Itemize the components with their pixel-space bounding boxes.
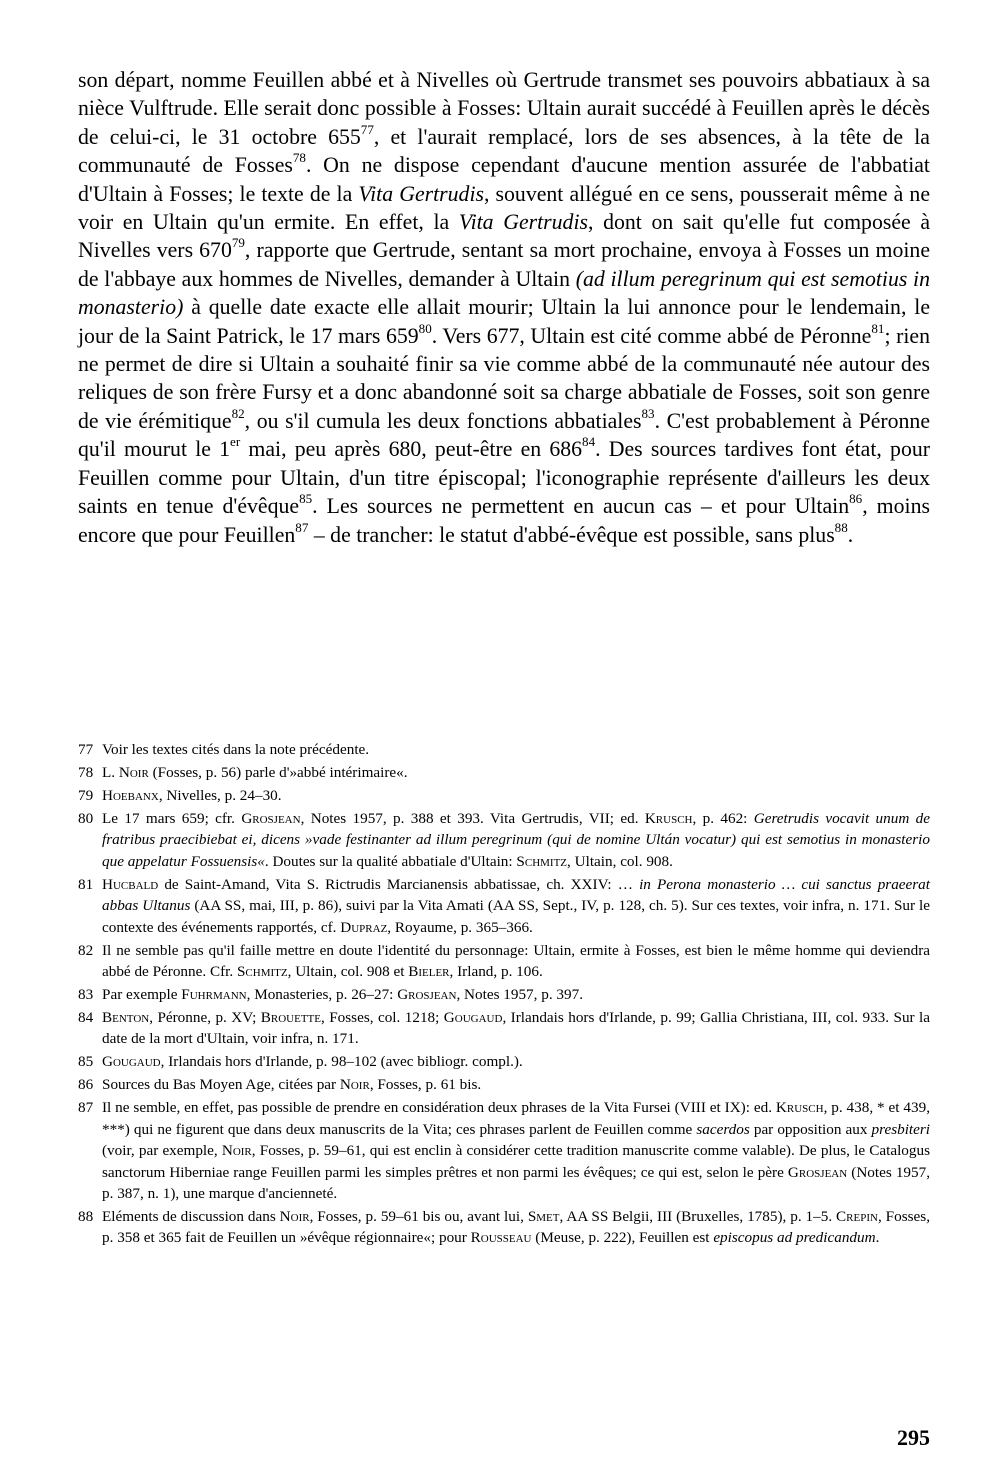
author-name: Hoebanx [102, 787, 159, 804]
main-body [78, 66, 930, 549]
footnote-number: 78 [78, 764, 94, 781]
author-name: Crepin [836, 1208, 878, 1226]
footnote-78 [78, 762, 930, 783]
footnote-81 [78, 874, 930, 938]
footnote-ref[interactable]: 87 [295, 519, 309, 535]
footnote-text: Gougaud, Irlandais hors d'Irlande, p. 98–102 (avec bibliogr. compl.). [102, 1053, 523, 1071]
footnote-83 [78, 984, 930, 1005]
text-run: mai, peu après 680, peut-être en 686 [240, 437, 583, 462]
footnote-ref[interactable]: 85 [299, 491, 313, 507]
author-name: Schmitz [516, 852, 568, 870]
latin-term: presbiteri [871, 1120, 931, 1138]
author-name: Brouette [260, 1009, 321, 1027]
footnote-ref[interactable]: 78 [292, 150, 306, 166]
footnote-number: 79 [78, 787, 94, 804]
footnote-number: 82 [78, 941, 94, 959]
footnote-ref[interactable]: 86 [849, 491, 863, 507]
author-name: Krusch [644, 810, 693, 827]
footnote-ref[interactable]: 81 [871, 320, 885, 336]
author-name: Noir [279, 1208, 310, 1226]
footnote-text: Benton, Péronne, p. XV; Brouette, Fosses, col. 1218; Gougaud, Irlandais hors d'Irlande, p. 99; Gallia Christiana, III, col. 933. Sur la date de la mort d'Ultain, voir infra, n. 171. [102, 1009, 931, 1048]
footnote-text: Voir les textes cités dans la note précédente. [102, 741, 370, 758]
footnote-number: 88 [78, 1208, 94, 1226]
text-run: . Vers 677, Ultain est cité comme abbé de Péronne [431, 323, 872, 348]
footnote-84 [78, 1007, 930, 1050]
text-run: , ou s'il cumula les deux fonctions abbatiales [244, 408, 642, 433]
text-run: . C'est probablement à Péronne qu'il mourut le 1 [78, 408, 930, 462]
text-run: ; rien ne permet de dire si Ultain a souhaité finir sa vie comme abbé de la communauté née autour des reliques de son frère Fursy et a donc abandonné soit sa charge abbatiale de Fosses, soit son genre de vie érémitique [78, 323, 930, 433]
footnote-number: 80 [78, 810, 94, 827]
text-run: à quelle date exacte elle allait mourir; Ultain la lui annonce pour le lendemain, le jour de la Saint Patrick, le 17 mars 659 [78, 295, 930, 348]
author-name: Schmitz [236, 963, 288, 981]
footnote-87 [78, 1097, 930, 1204]
footnote-ref[interactable]: 82 [231, 406, 245, 422]
text-run: , moins encore que pour Feuillen [78, 494, 930, 547]
footnote-80 [78, 808, 930, 872]
footnote-text: Il ne semble, en effet, pas possible de prendre en considération deux phrases de la Vita Fursei (VIII et IX): ed. Krusch, p. 438, * et 439, ***) qui ne figurent que dans deux manuscrits de la Vita; ces phrases parlent de Feuillen comme sacerdos par opposition aux presbiteri (voir, par exemple, Noir, Fosses, p. 59–61, qui est enclin à considérer cette tradition manuscrite comme valable). De plus, le Catalogus sanctorum Hiberniae range Feuillen parmi les simples prêtres et non parmi les évêques; ce qui est, selon le père Grosjean (Notes 1957, p. 387, n. 1), une marque d'ancienneté. [102, 1099, 931, 1203]
author-name: Grosjean [787, 1163, 848, 1181]
footnote-ref[interactable]: 84 [582, 434, 596, 450]
author-name: Smet [527, 1208, 560, 1226]
text-run: , et l'aurait remplacé, lors de ses absences, à la tête de la communauté de Fosses [78, 124, 930, 178]
text-run: . On ne dispose cependant d'aucune mention assurée de l'abbatiat d'Ultain à Fosses; le texte de la [78, 153, 930, 206]
text-run: . Les sources ne permettent en aucun cas – et pour Ultain [312, 494, 850, 519]
footnote-text: Hoebanx, Nivelles, p. 24–30. [102, 787, 282, 804]
text-run: – de trancher: le statut d'abbé-évêque est possible, sans plus [308, 522, 835, 547]
latin-term: episcopus ad predicandum [713, 1229, 876, 1247]
footnote-88 [78, 1206, 930, 1249]
text-run: son départ, nomme Feuillen abbé et à Nivelles où Gertrude transmet ses pouvoirs abbatiaux à sa nièce Vulftrude. Elle serait donc possible à Fosses: Ultain aurait succédé à Feuillen après le décès de celui-ci, le 31 octobre 655 [78, 68, 930, 149]
footnotes [78, 739, 930, 1250]
author-name: Grosjean [397, 986, 457, 1004]
footnote-82 [78, 940, 930, 983]
footnote-number: 86 [78, 1076, 94, 1094]
text-run: . [847, 522, 854, 547]
page-number: 295 [897, 1425, 930, 1450]
author-name: Gougaud [102, 1053, 161, 1071]
author-name: Noir [339, 1076, 370, 1094]
footnote-ref[interactable]: 80 [418, 320, 432, 336]
author-name: Hucbald [102, 875, 159, 893]
footnote-text: Par exemple Fuhrmann, Monasteries, p. 26–27: Grosjean, Notes 1957, p. 397. [102, 986, 584, 1004]
footnote-number: 83 [78, 986, 94, 1004]
author-name: Benton [102, 1009, 150, 1027]
text-run: , dont on sait qu'elle fut composée à Nivelles vers 670 [78, 210, 930, 263]
footnote-ref[interactable]: 79 [231, 235, 245, 251]
author-name: Krusch [775, 1099, 824, 1117]
footnote-ref[interactable]: 77 [360, 122, 374, 138]
text-run: . Des sources tardives font état, pour Feuillen comme pour Ultain, d'un titre épiscopal; l'iconographie représente d'ailleurs les deux saints en tenue d'évêque [78, 437, 930, 519]
footnote-text: Hucbald de Saint-Amand, Vita S. Rictrudis Marcianensis abbatissae, ch. XXIV: … in Perona monasterio … cui sanctus praeerat abbas Ultanus (AA SS, mai, III, p. 86), suivi par la Vita Amati (AA SS, Sept., IV, p. 128, ch. 5). Sur ces textes, voir infra, n. 171. Sur le contexte des événements rapportés, cf. Dupraz, Royaume, p. 365–366. [102, 875, 931, 936]
text-run: , rapporte que Gertrude, sentant sa mort prochaine, envoya à Fosses un moine de l'abbaye aux hommes de Nivelles, demander à Ultain [78, 238, 930, 291]
footnote-number: 81 [78, 875, 94, 893]
footnote-text: Il ne semble pas qu'il faille mettre en doute l'identité du personnage: Ultain, ermite à Fosses, est bien le même homme qui deviendra abbé de Péronne. Cfr. Schmitz, Ultain, col. 908 et Bieler, Irland, p. 106. [102, 941, 930, 981]
footnote-text: L. Noir (Fosses, p. 56) parle d'»abbé intérimaire«. [102, 764, 408, 781]
footnote-number: 84 [78, 1009, 94, 1027]
latin-quote: (ad illum peregrinum qui est semotius in monasterio) [78, 266, 930, 320]
footnote-number: 85 [78, 1053, 94, 1071]
author-name: Bieler [408, 963, 450, 981]
author-name: Noir [221, 1142, 252, 1160]
footnote-text: Sources du Bas Moyen Age, citées par Noir, Fosses, p. 61 bis. [102, 1076, 482, 1094]
footnote-77 [78, 739, 930, 760]
footnote-79 [78, 785, 930, 806]
latin-quote: Geretrudis vocavit unum de fratribus praecibiebat ei, dicens »vade festinanter ad illum peregrinum (qui de nomine Ultán vocatur) qui est semotius in monasterio que appelatur Fossuensis« [102, 810, 930, 870]
author-name: Grosjean [241, 810, 301, 827]
footnote-number: 77 [78, 741, 94, 758]
author-name: Rousseau [470, 1229, 532, 1247]
italic-title: Vita Gertrudis [358, 181, 484, 206]
footnote-number: 87 [78, 1099, 94, 1117]
author-name: Gougaud [443, 1009, 503, 1027]
italic-title: Vita Gertrudis [458, 210, 588, 235]
footnote-text: Le 17 mars 659; cfr. Grosjean, Notes 1957, p. 388 et 393. Vita Gertrudis, VII; ed. Krusch, p. 462: Geretrudis vocavit unum de fratribus praecibiebat ei, dicens »vade festinanter ad illum peregrinum (qui de nomine Ultán vocatur) qui est semotius in monasterio que appelatur Fossuensis«. Doutes sur la qualité abbatiale d'Ultain: Schmitz, Ultain, col. 908. [102, 810, 930, 870]
author-name: Noir [118, 764, 149, 781]
body-paragraph [78, 66, 930, 549]
text-run: , souvent allégué en ce sens, pousserait même à ne voir en Ultain qu'un ermite. En effet, la [78, 181, 930, 235]
footnote-85 [78, 1051, 930, 1072]
footnote-ref[interactable]: 88 [834, 519, 848, 535]
latin-quote: in Perona monasterio … cui sanctus praeerat abbas Ultanus [102, 875, 930, 915]
author-name: Fuhrmann [181, 986, 247, 1004]
footnote-ref[interactable]: 83 [641, 406, 655, 422]
latin-term: sacerdos [696, 1120, 750, 1138]
footnote-text: Eléments de discussion dans Noir, Fosses, p. 59–61 bis ou, avant lui, Smet, AA SS Belgii, III (Bruxelles, 1785), p. 1–5. Crepin, Fosses, p. 358 et 365 fait de Feuillen un »évêque régionnaire«; pour Rousseau (Meuse, p. 222), Feuillen est episcopus ad predicandum. [102, 1208, 930, 1247]
ordinal-suffix: er [230, 434, 241, 450]
footnote-86 [78, 1074, 930, 1095]
author-name: Dupraz [340, 918, 388, 936]
